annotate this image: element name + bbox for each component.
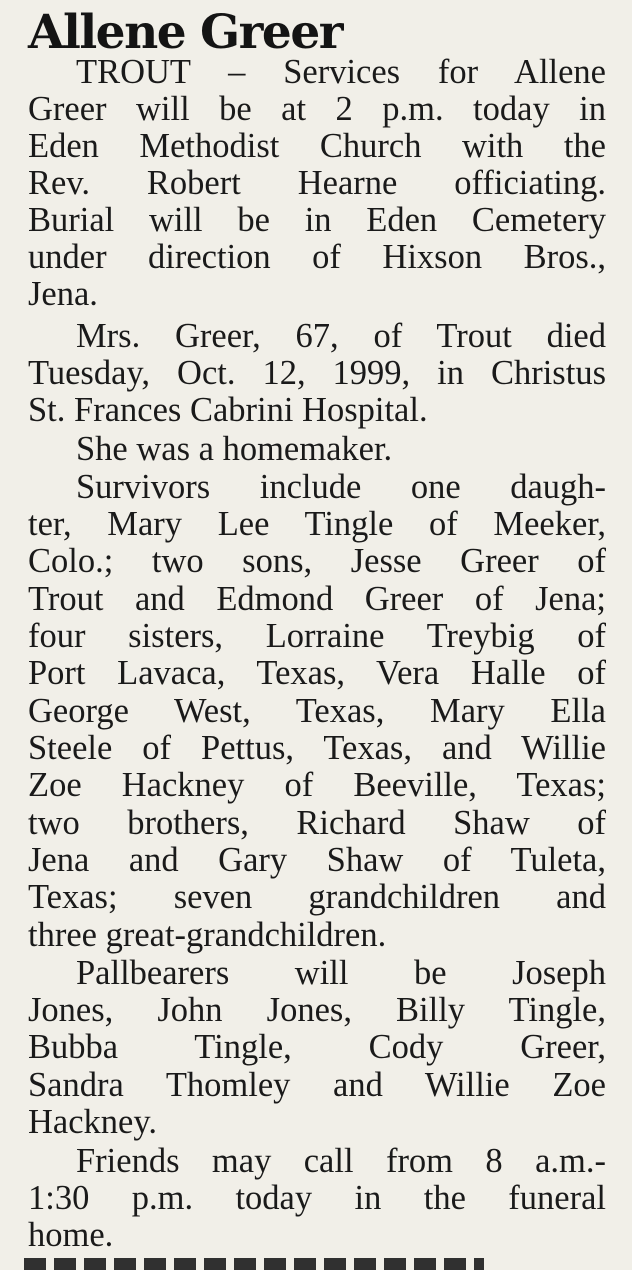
body-line: Tuesday, Oct. 12, 1999, in Christus [28,354,606,392]
body-line: Burial will be in Eden Cemetery [28,201,606,239]
body-line: Jones, John Jones, Billy Tingle, [28,991,606,1029]
cropped-next-heading [24,1258,484,1270]
body-line: ter, Mary Lee Tingle of Meeker, [28,505,606,543]
body-line: Friends may call from 8 a.m.- [76,1142,606,1180]
body-line: George West, Texas, Mary Ella [28,692,606,730]
body-line: Port Lavaca, Texas, Vera Halle of [28,654,606,692]
body-line: Eden Methodist Church with the [28,127,606,165]
body-line: Mrs. Greer, 67, of Trout died [76,317,606,355]
body-line: Sandra Thomley and Willie Zoe [28,1066,606,1104]
body-line: Steele of Pettus, Texas, and Willie [28,729,606,767]
body-line: Texas; seven grandchildren and [28,878,606,916]
body-line: Zoe Hackney of Beeville, Texas; [28,766,606,804]
body-line: Colo.; two sons, Jesse Greer of [28,542,606,580]
body-line: three great-grandchildren. [28,916,387,954]
body-line: Trout and Edmond Greer of Jena; [28,580,606,618]
body-line: 1:30 p.m. today in the funeral [28,1179,606,1217]
body-line: Jena. [28,275,98,313]
body-line: Survivors include one daugh- [76,468,606,506]
body-line: Bubba Tingle, Cody Greer, [28,1028,606,1066]
body-line: under direction of Hixson Bros., [28,238,606,276]
obituary-name-heading: Allene Greer [28,5,342,60]
body-line: She was a homemaker. [76,430,393,468]
body-line: Rev. Robert Hearne officiating. [28,164,606,202]
body-line: Hackney. [28,1103,157,1141]
body-line: four sisters, Lorraine Treybig of [28,617,606,655]
body-line: Greer will be at 2 p.m. today in [28,90,606,128]
body-line: TROUT – Services for Allene [76,53,606,91]
body-line: home. [28,1216,114,1254]
body-line: Pallbearers will be Joseph [76,954,606,992]
body-line: Jena and Gary Shaw of Tuleta, [28,841,606,879]
body-line: St. Frances Cabrini Hospital. [28,391,428,429]
body-line: two brothers, Richard Shaw of [28,804,606,842]
